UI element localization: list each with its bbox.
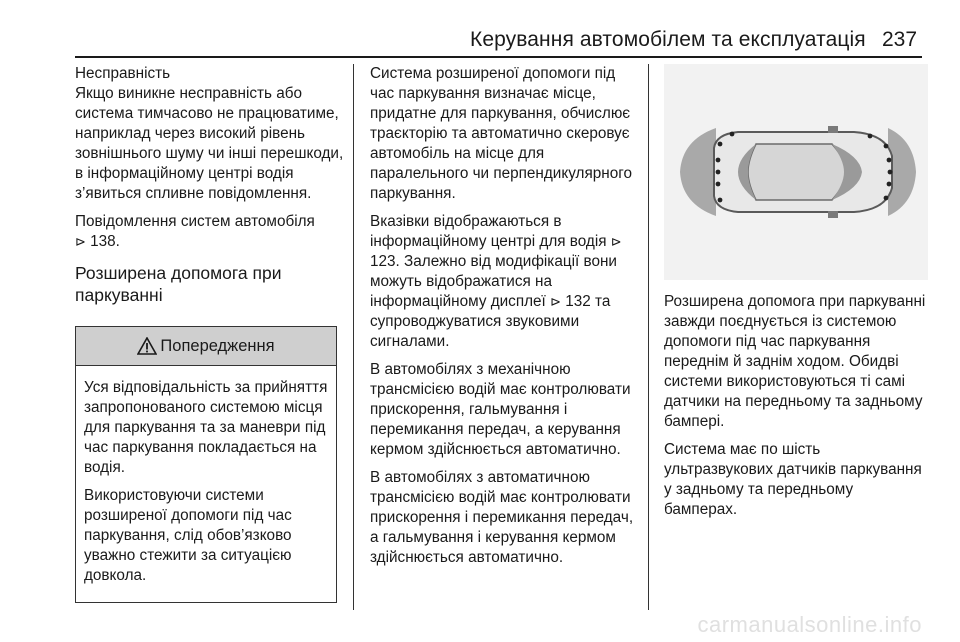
reference-arrow-icon: ⊳ — [610, 234, 622, 249]
column-3 — [664, 64, 928, 528]
column-1 — [75, 64, 345, 603]
column-2 — [370, 64, 638, 576]
warning-paragraph-2: Використовуючи системи розширеної допомоги під час паркування, слід обов’язково уважно стежити за ситуацією довкола. — [84, 487, 292, 584]
malfunction-text: Якщо виникне несправність або система тимчасово не працюватиме, наприклад через високий рівень зовнішнього шуму чи інші перешкоди, в інформаційному центрі водія з’явиться спливне повідомлення. — [75, 85, 344, 202]
parking-sensor-illustration — [664, 64, 928, 280]
left-mirror — [828, 126, 838, 133]
col2-p2-text: Вказівки відображаються в інформаційному центрі для водія — [370, 213, 607, 250]
warning-paragraph-1: Уся відповідальність за прийняття запропонованого системою місця для паркування та за маневри під час паркування покладається на водія. — [84, 379, 328, 476]
sensor-dot — [718, 198, 723, 203]
header-rule — [75, 56, 922, 58]
malfunction-title: Несправність — [75, 65, 171, 82]
reference-arrow-icon: ⊳ — [550, 294, 561, 309]
messages-ref[interactable]: 138. — [90, 233, 120, 250]
warning-triangle-icon — [137, 337, 157, 355]
sensor-dot — [887, 158, 892, 163]
col2-paragraph-4: В автомобілях з автоматичною трансмісією водій має контролювати прискорення і перемикання передач, а гальмування і керування кермом здійснюється автоматично. — [370, 469, 634, 566]
messages-ref-paragraph — [75, 212, 345, 252]
advanced-parking-heading: Розширена допомога при паркуванні — [75, 263, 282, 305]
sensor-dot — [884, 144, 889, 149]
sensor-dot — [730, 132, 735, 137]
column-divider — [353, 64, 354, 610]
page-header-title: Керування автомобілем та експлуатація — [470, 28, 866, 51]
reference-arrow-icon: ⊳ — [75, 234, 86, 249]
page-number: 237 — [882, 28, 918, 51]
warning-body — [76, 366, 336, 602]
sensor-dot — [884, 196, 889, 201]
column-divider — [648, 64, 649, 610]
sensor-dot — [716, 182, 721, 187]
warning-title-bar — [76, 327, 336, 366]
warning-title: Попередження — [160, 337, 275, 355]
car-roof — [748, 144, 846, 200]
sensor-dot — [716, 170, 721, 175]
messages-text: Повідомлення систем автомобіля — [75, 213, 315, 230]
col2-paragraph-3: В автомобілях з механічною трансмісією водій має контролювати прискорення, гальмування і перемикання передач, а керування кермом здійснюється автоматично. — [370, 361, 631, 458]
sensor-dot — [868, 134, 873, 139]
sensor-dot — [716, 158, 721, 163]
col3-paragraph-1: Розширена допомога при паркуванні завжди поєднується із системою допомоги під час паркування переднім й заднім ходом. Обидві системи використовуються ті самі датчики на передньому та задньому бампері. — [664, 293, 926, 430]
col2-p2-ref2: 132 та супроводжуватися звуковими сигналами. — [370, 293, 611, 350]
sensor-dot — [718, 142, 723, 147]
col2-p2-ref1: 123. Залежно від модифікації вони можуть відображатися на інформаційному дисплеї — [370, 253, 617, 310]
watermark: carmanualsonline.info — [697, 612, 922, 637]
sensor-dot — [887, 182, 892, 187]
warning-box — [75, 326, 337, 603]
sensor-dot — [888, 170, 893, 175]
right-mirror — [828, 211, 838, 218]
col2-paragraph-1: Система розширеної допомоги під час паркування визначає місце, придатне для паркування, обчислює траєкторію та автоматично скеровує автомобіль на місце для паралельного чи перпендикулярного паркування. — [370, 65, 632, 202]
car-sensor-diagram — [664, 64, 928, 280]
col2-paragraph-2 — [370, 212, 638, 352]
col3-paragraph-2: Система має по шість ультразвукових датчиків паркування у задньому та передньому бамперах. — [664, 441, 922, 518]
